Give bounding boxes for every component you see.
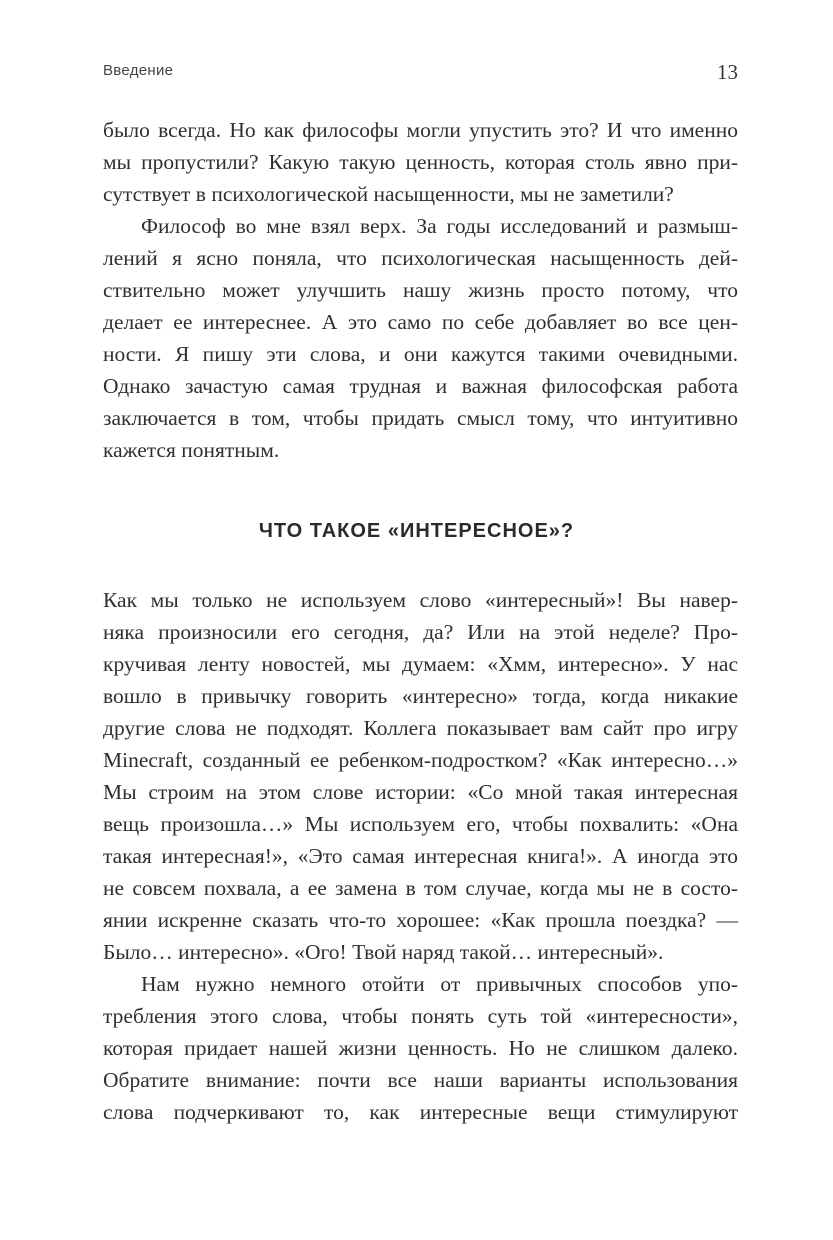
text-line: няка произносили его сегодня, да? Или на этой неделе? Про-: [103, 620, 738, 644]
text-line: которая придает нашей жизни ценность. Но не слишком далеко.: [103, 1036, 738, 1060]
bottom-text-block: [103, 584, 738, 1128]
text-line: ности. Я пишу эти слова, и они кажутся такими очевидными.: [103, 342, 738, 366]
text-line: заключается в том, чтобы придать смысл тому, что интуитивно: [103, 406, 738, 430]
page-number: 13: [717, 60, 738, 84]
text-line: вошло в привычку говорить «интересно» тогда, когда никакие: [103, 684, 738, 708]
text-line: Как мы только не используем слово «интересный»! Вы навер-: [103, 588, 738, 612]
text-line: требления этого слова, чтобы понять суть той «интересности»,: [103, 1004, 738, 1028]
text-line: сутствует в психологической насыщенности, мы не заметили?: [103, 182, 674, 206]
text-line: другие слова не подходят. Коллега показывает вам сайт про игру: [103, 716, 738, 740]
text-line: Нам нужно немного отойти от привычных способов упо-: [141, 972, 738, 996]
top-text-block: [103, 114, 738, 466]
text-line: Обратите внимание: почти все наши варианты использования: [103, 1068, 738, 1092]
text-line: такая интересная!», «Это самая интересная книга!». А иногда это: [103, 844, 738, 868]
text-line: Minecraft, созданный ее ребенком-подростком? «Как интересно…»: [103, 748, 738, 772]
paragraph: [103, 584, 738, 968]
text-line: не совсем похвала, а ее замена в том случае, когда мы не в состо-: [103, 876, 738, 900]
text-line: лений я ясно поняла, что психологическая насыщенность дей-: [103, 246, 738, 270]
text-line: было всегда. Но как философы могли упустить это? И что именно: [103, 118, 738, 142]
text-line: янии искренне сказать что-то хорошее: «Как прошла поездка? —: [103, 908, 738, 932]
text-line: вещь произошла…» Мы используем его, чтобы похвалить: «Она: [103, 812, 738, 836]
paragraph: [103, 968, 738, 1128]
text-line: кручивая ленту новостей, мы думаем: «Хмм, интересно». У нас: [103, 652, 738, 676]
text-line: Было… интересно». «Ого! Твой наряд такой… интересный».: [103, 940, 664, 964]
text-line: кажется понятным.: [103, 438, 280, 462]
paragraph: [103, 114, 738, 210]
running-head: Введение: [103, 62, 174, 79]
text-line: Однако зачастую самая трудная и важная философская работа: [103, 374, 738, 398]
text-line: слова подчеркивают то, как интересные вещи стимулируют: [103, 1100, 738, 1124]
text-line: мы пропустили? Какую такую ценность, которая столь явно при-: [103, 150, 738, 174]
text-line: делает ее интереснее. А это само по себе добавляет во все цен-: [103, 310, 738, 334]
paragraph: [103, 210, 738, 466]
section-heading: ЧТО ТАКОЕ «ИНТЕРЕСНОЕ»?: [258, 520, 575, 542]
text-line: Философ во мне взял верх. За годы исследований и размыш-: [141, 214, 738, 238]
text-line: ствительно может улучшить нашу жизнь просто потому, что: [103, 278, 738, 302]
text-line: Мы строим на этом слове истории: «Со мной такая интересная: [103, 780, 738, 804]
